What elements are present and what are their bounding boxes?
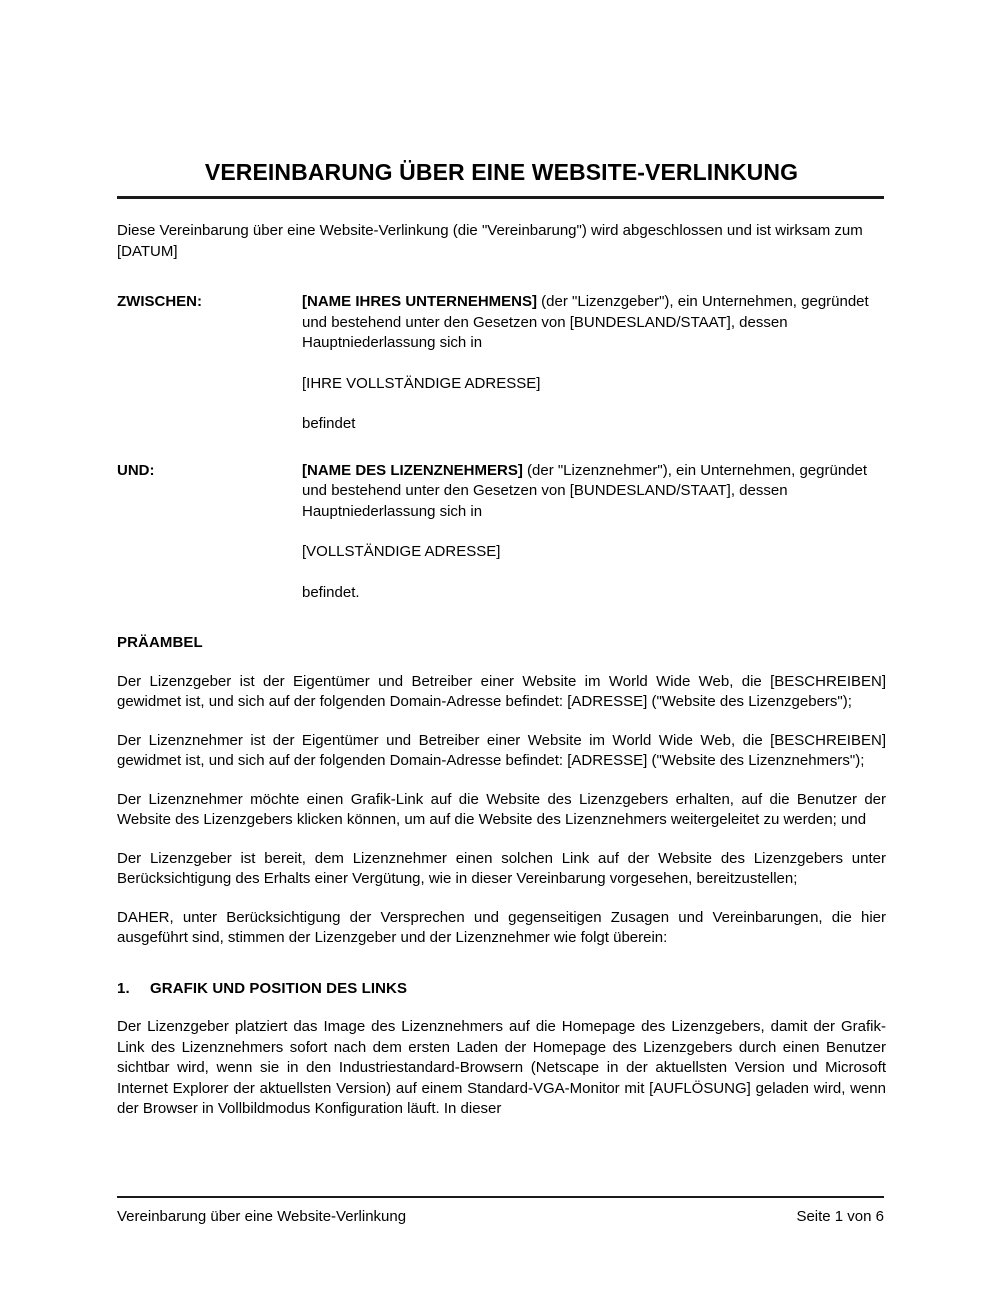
party-closing: befindet. [302, 583, 360, 601]
party-address: [VOLLSTÄNDIGE ADRESSE] [302, 543, 501, 560]
footer-page-number: Seite 1 von 6 [796, 1208, 884, 1225]
party-description: (der "Lizenznehmer"), ein Unternehmen, gegründet und bestehend unter den Gesetzen von [BUNDESLAND/STAAT], dessen Hauptniederlassung sich in [302, 461, 868, 520]
section-number: 1. [117, 979, 130, 997]
party-label: UND: [117, 461, 155, 479]
party-block-zwischen [117, 292, 886, 435]
page-footer [117, 1196, 884, 1227]
party-name: [NAME DES LIZENZNEHMERS] [302, 461, 523, 479]
page-title: VEREINBARUNG ÜBER EINE WEBSITE-VERLINKUNG [204, 159, 799, 185]
document-body [117, 0, 886, 1120]
party-description: (der "Lizenzgeber"), ein Unternehmen, gegründet und bestehend unter den Gesetzen von [BUNDESLAND/STAAT], dessen Hauptniederlassung sich in [302, 293, 869, 351]
party-name-line [302, 461, 886, 523]
preamble-paragraph-4: Der Lizenzgeber ist bereit, dem Lizenznehmer einen solchen Link auf der Website des Lizenzgebers unter Berücksichtigung des Erhalts einer Vergütung, wie in dieser Vereinbarung vorgesehen, bereitzustellen; [117, 849, 886, 887]
intro-paragraph: Diese Vereinbarung über eine Website-Verlinkung (die "Vereinbarung") wird abgeschlossen und ist wirksam zum [DATUM] [117, 222, 863, 260]
footer-divider [117, 1196, 884, 1198]
party-closing: befindet [302, 415, 356, 432]
party-label: ZWISCHEN: [117, 293, 202, 310]
footer-document-name: Vereinbarung über eine Website-Verlinkung [117, 1208, 407, 1225]
party-name: [NAME IHRES UNTERNEHMENS] [302, 293, 538, 310]
section-1-body: Der Lizenzgeber platziert das Image des Lizenznehmers auf die Homepage des Lizenzgebers, damit der Grafik-Link des Lizenznehmers sofort nach dem ersten Laden der Homepage des Lizenzgebers durch einen Benutzer sichtbar wird, wenn sie in den Industriestandard-Browsern (Netscape in der aktuellsten Version und Microsoft Internet Explorer der aktuellsten Version) auf einem Standard-VGA-Monitor mit [AUFLÖSUNG] geladen wird, wenn der Browser in Vollbildmodus Konfiguration läuft. In dieser [117, 1018, 886, 1117]
section-heading-text: GRAFIK UND POSITION DES LINKS [150, 979, 408, 997]
party-address: [IHRE VOLLSTÄNDIGE ADRESSE] [302, 374, 541, 392]
preamble-paragraph-5: DAHER, unter Berücksichtigung der Versprechen und gegenseitigen Zusagen und Vereinbarungen, die hier ausgeführt sind, stimmen der Lizenzgeber und der Lizenznehmer wie folgt überein: [117, 908, 886, 946]
preamble-paragraph-2: Der Lizenznehmer ist der Eigentümer und Betreiber einer Website im World Wide Web, die [BESCHREIBEN] gewidmet ist, und sich auf der folgenden Domain-Adresse befindet: [ADRESSE] ("Website des Lizenznehmers"); [117, 731, 886, 769]
preamble-heading: PRÄAMBEL [117, 634, 203, 651]
party-details [302, 461, 886, 604]
party-details [302, 292, 886, 435]
preamble-paragraph-3: Der Lizenznehmer möchte einen Grafik-Link auf die Website des Lizenzgebers erhalten, auf die Benutzer der Website des Lizenzgebers klicken können, um auf die Website des Lizenznehmers weitergeleitet zu werden; und [117, 790, 886, 828]
party-block-und [117, 461, 886, 604]
footer-row [117, 1207, 884, 1227]
preamble-paragraph-1: Der Lizenzgeber ist der Eigentümer und Betreiber einer Website im World Wide Web, die [BESCHREIBEN] gewidmet ist, und sich auf der folgenden Domain-Adresse befindet: [ADRESSE] ("Website des Lizenzgebers"); [117, 672, 886, 710]
party-name-line [302, 292, 886, 354]
section-1-heading [117, 979, 886, 1000]
